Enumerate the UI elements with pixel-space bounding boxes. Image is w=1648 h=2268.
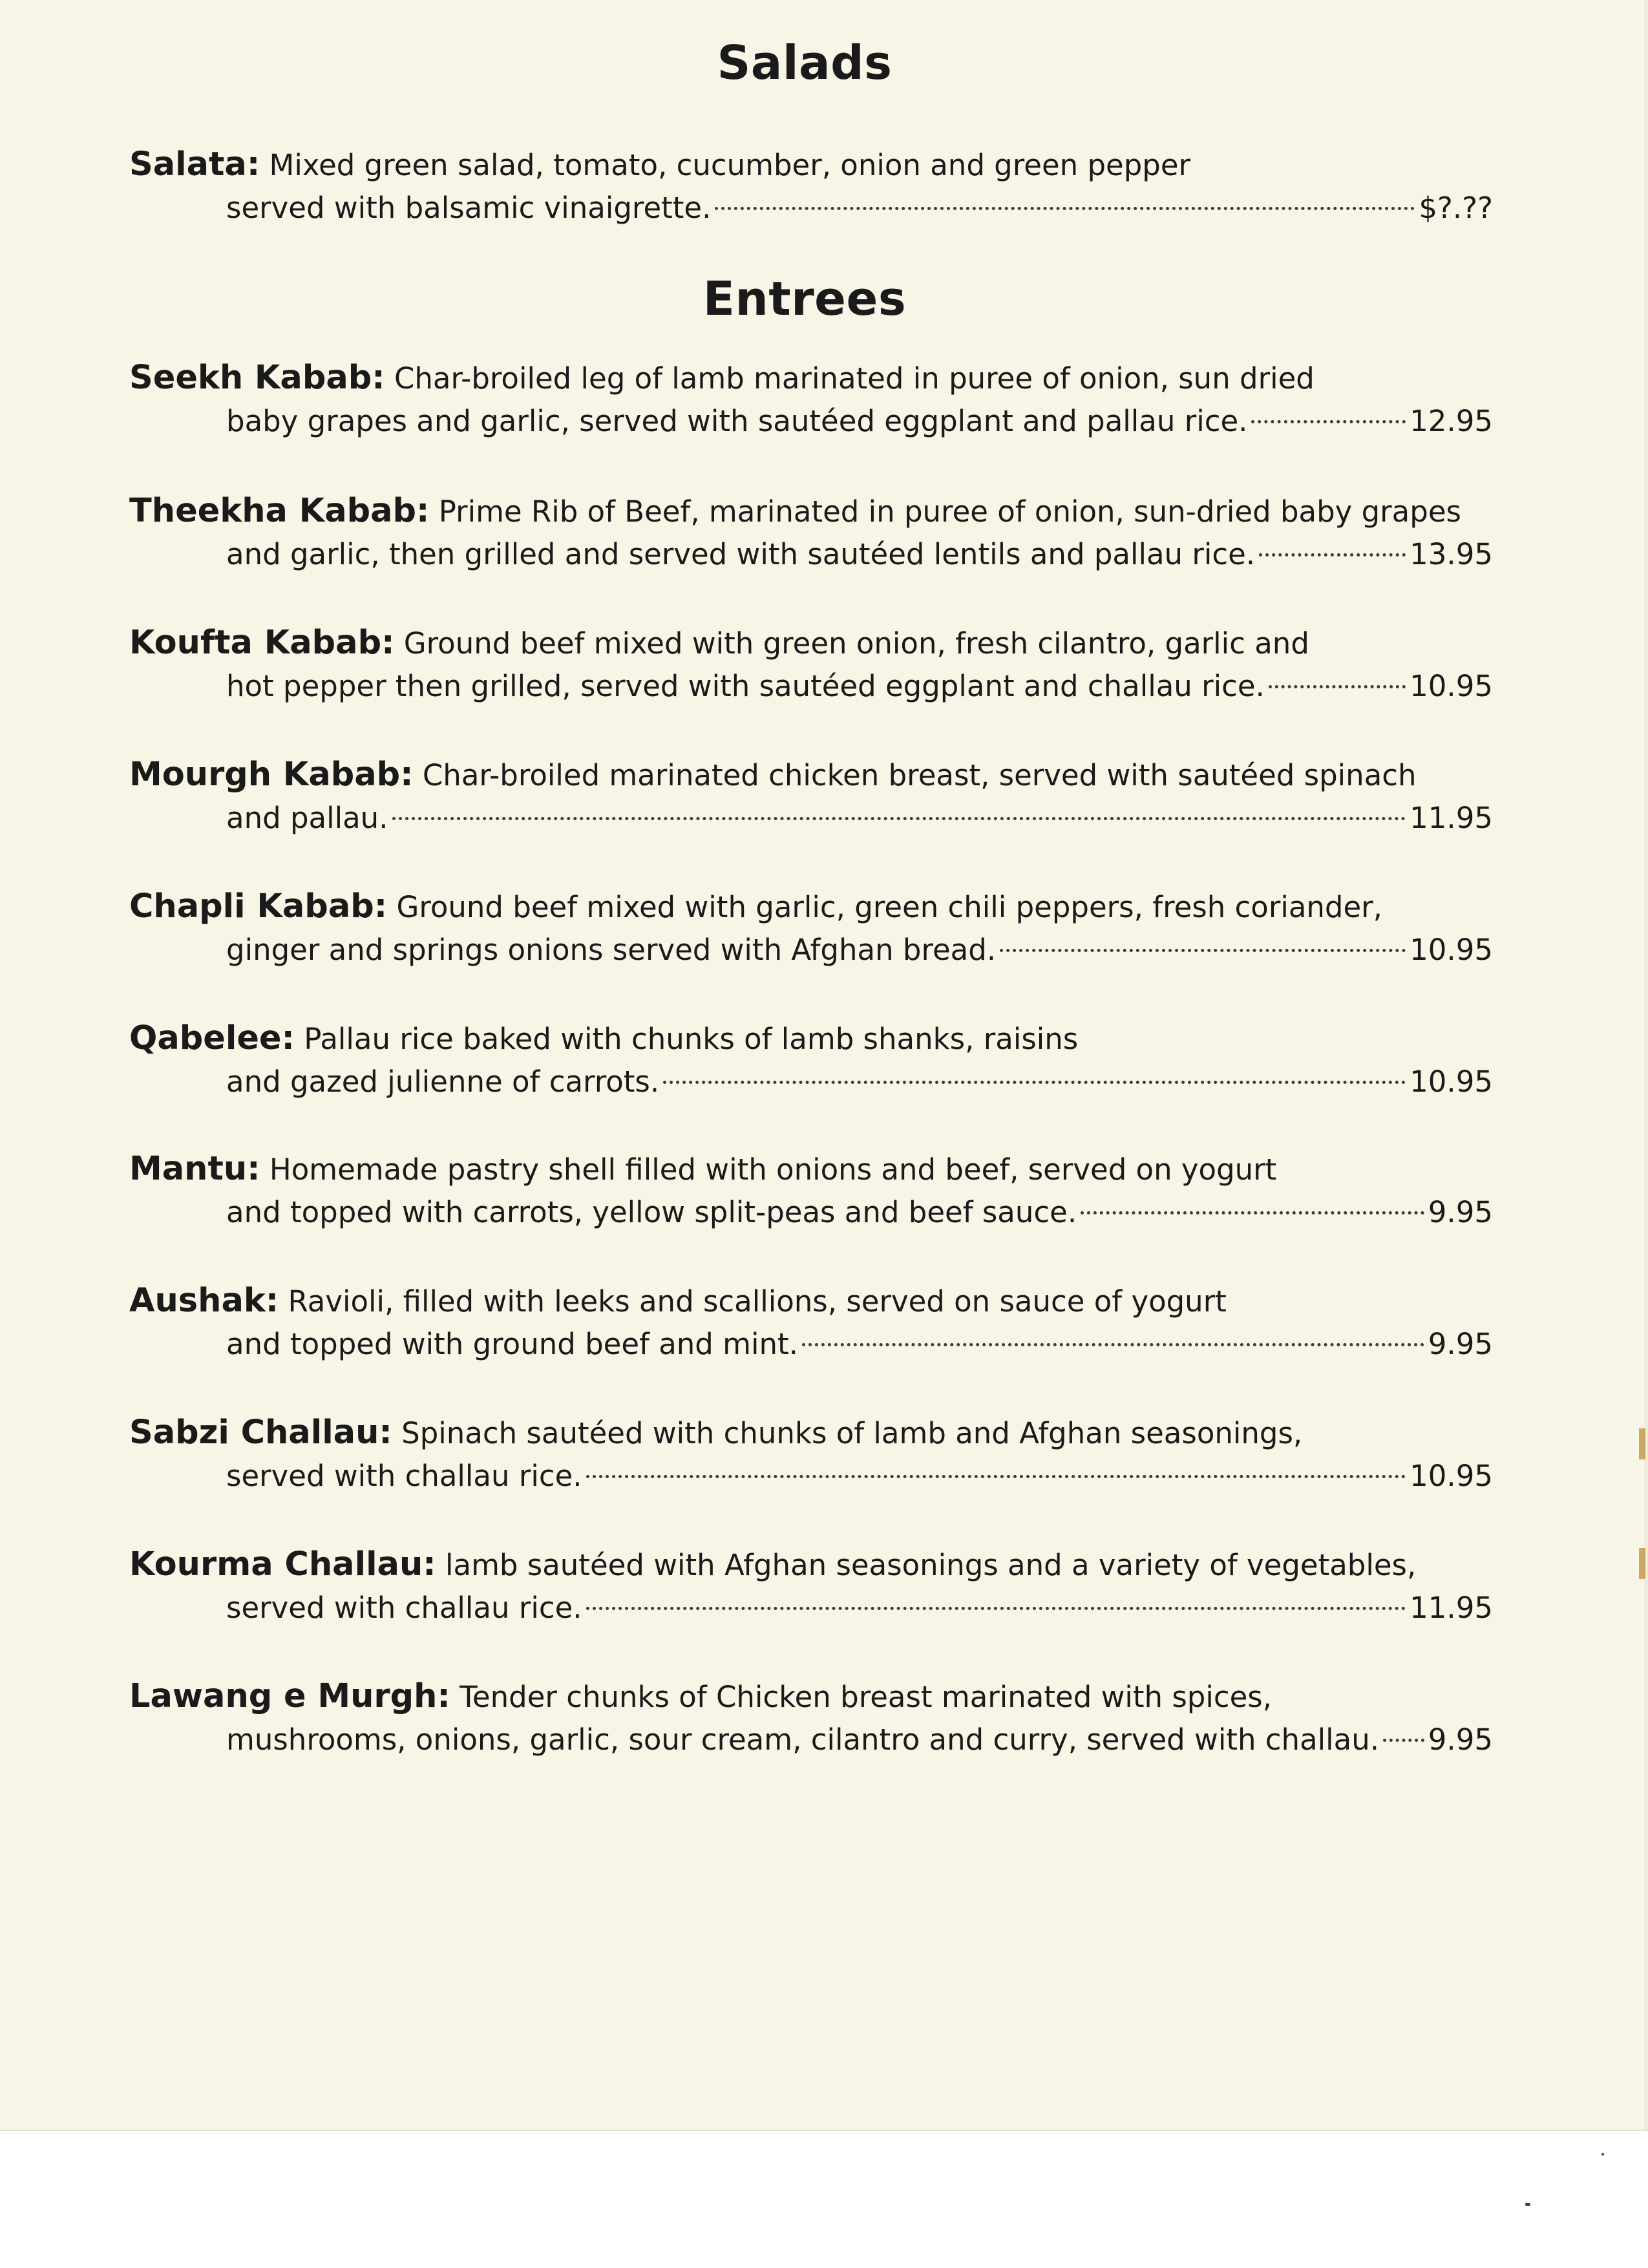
item-price: 10.95 (1410, 669, 1493, 703)
menu-item-chapli-kabab (129, 885, 1493, 971)
item-price: 9.95 (1428, 1327, 1493, 1361)
item-description-line1: Char-broiled marinated chicken breast, served with sautéed spinach (422, 758, 1417, 792)
item-name: Kourma Challau: (129, 1545, 436, 1584)
item-description-line1: Homemade pastry shell filled with onions and beef, served on yogurt (269, 1152, 1277, 1187)
dot-leader (663, 1081, 1406, 1084)
dot-leader (1269, 685, 1406, 688)
item-description-line1: Ground beef mixed with garlic, green chili peppers, fresh coriander, (396, 890, 1382, 924)
menu-item-kourma-challau (129, 1543, 1493, 1629)
item-name: Chapli Kabab: (129, 887, 388, 926)
item-description-line2: served with challau rice. (226, 1459, 582, 1493)
menu-item-seekh-kabab (129, 357, 1493, 443)
item-description-line1: Ground beef mixed with green onion, fresh cilantro, garlic and (403, 626, 1309, 661)
menu-item-koufta-kabab (129, 622, 1493, 708)
menu-item-mourgh-kabab (129, 754, 1493, 840)
item-name: Salata: (129, 145, 260, 184)
dot-leader (586, 1607, 1406, 1610)
menu-item-aushak (129, 1280, 1493, 1366)
dot-leader (1081, 1211, 1424, 1214)
dot-leader (802, 1343, 1424, 1346)
item-description-line2: and pallau. (226, 801, 388, 835)
item-description-line2: and gazed julienne of carrots. (226, 1065, 660, 1099)
item-name: Koufta Kabab: (129, 624, 395, 662)
item-price: 11.95 (1410, 1591, 1493, 1625)
menu-item-theekha-kabab (129, 490, 1493, 576)
entrees-heading: Entrees (703, 271, 907, 326)
item-price: 12.95 (1410, 404, 1493, 438)
item-description-line2: and topped with ground beef and mint. (226, 1327, 798, 1361)
dot-leader (1000, 949, 1406, 952)
item-description-line1: Pallau rice baked with chunks of lamb shanks, raisins (304, 1022, 1079, 1056)
item-description-line1: Ravioli, filled with leeks and scallions, served on sauce of yogurt (288, 1284, 1227, 1319)
item-description-line2: served with balsamic vinaigrette. (226, 191, 712, 225)
item-description-line1: Mixed green salad, tomato, cucumber, onion and green pepper (269, 148, 1191, 182)
item-price: 10.95 (1410, 933, 1493, 967)
item-price: $?.?? (1419, 191, 1493, 225)
item-price: 9.95 (1428, 1195, 1493, 1229)
item-description-line1: Prime Rib of Beef, marinated in puree of onion, sun-dried baby grapes (438, 494, 1461, 529)
item-description-line2: and garlic, then grilled and served with sautéed lentils and pallau rice. (226, 537, 1256, 571)
binding-mark (1639, 1548, 1645, 1579)
item-name: Sabzi Challau: (129, 1414, 392, 1452)
item-name: Lawang e Murgh: (129, 1677, 450, 1715)
item-description-line1: Spinach sautéed with chunks of lamb and Afghan seasonings, (401, 1416, 1303, 1450)
item-description-line2: hot pepper then grilled, served with sautéed eggplant and challau rice. (226, 669, 1265, 703)
menu-item-salata (129, 143, 1493, 229)
item-description-line1: Tender chunks of Chicken breast marinated with spices, (460, 1680, 1273, 1714)
dot-leader (392, 817, 1406, 820)
menu-item-qabelee (129, 1017, 1493, 1103)
binding-mark (1639, 1428, 1645, 1459)
item-name: Qabelee: (129, 1019, 295, 1057)
item-price: 10.95 (1410, 1459, 1493, 1493)
dot-leader (1251, 420, 1406, 423)
item-description-line2: served with challau rice. (226, 1591, 582, 1625)
item-price: 13.95 (1410, 537, 1493, 571)
item-description-line2: baby grapes and garlic, served with sautéed eggplant and pallau rice. (226, 404, 1248, 438)
scan-speck (1601, 2153, 1604, 2156)
dot-leader (1383, 1739, 1424, 1742)
menu-item-lawang-e-murgh (129, 1675, 1493, 1761)
menu-item-mantu (129, 1148, 1493, 1234)
item-name: Mourgh Kabab: (129, 756, 414, 794)
item-description-line1: lamb sautéed with Afghan seasonings and a variety of vegetables, (445, 1548, 1417, 1582)
item-price: 11.95 (1410, 801, 1493, 835)
dot-leader (1259, 553, 1406, 556)
dot-leader (586, 1475, 1406, 1478)
item-name: Aushak: (129, 1282, 279, 1320)
item-name: Theekha Kabab: (129, 492, 430, 530)
item-price: 10.95 (1410, 1065, 1493, 1099)
item-name: Mantu: (129, 1150, 260, 1188)
scan-speck (1525, 2203, 1530, 2206)
item-price: 9.95 (1428, 1722, 1493, 1757)
item-description-line1: Char-broiled leg of lamb marinated in puree of onion, sun dried (394, 361, 1315, 396)
item-description-line2: ginger and springs onions served with Afghan bread. (226, 933, 997, 967)
dot-leader (715, 207, 1415, 210)
item-description-line2: mushrooms, onions, garlic, sour cream, cilantro and curry, served with challau. (226, 1722, 1380, 1757)
item-name: Seekh Kabab: (129, 359, 385, 397)
salads-heading: Salads (717, 36, 893, 90)
item-description-line2: and topped with carrots, yellow split-peas and beef sauce. (226, 1195, 1077, 1229)
menu-item-sabzi-challau (129, 1412, 1493, 1498)
